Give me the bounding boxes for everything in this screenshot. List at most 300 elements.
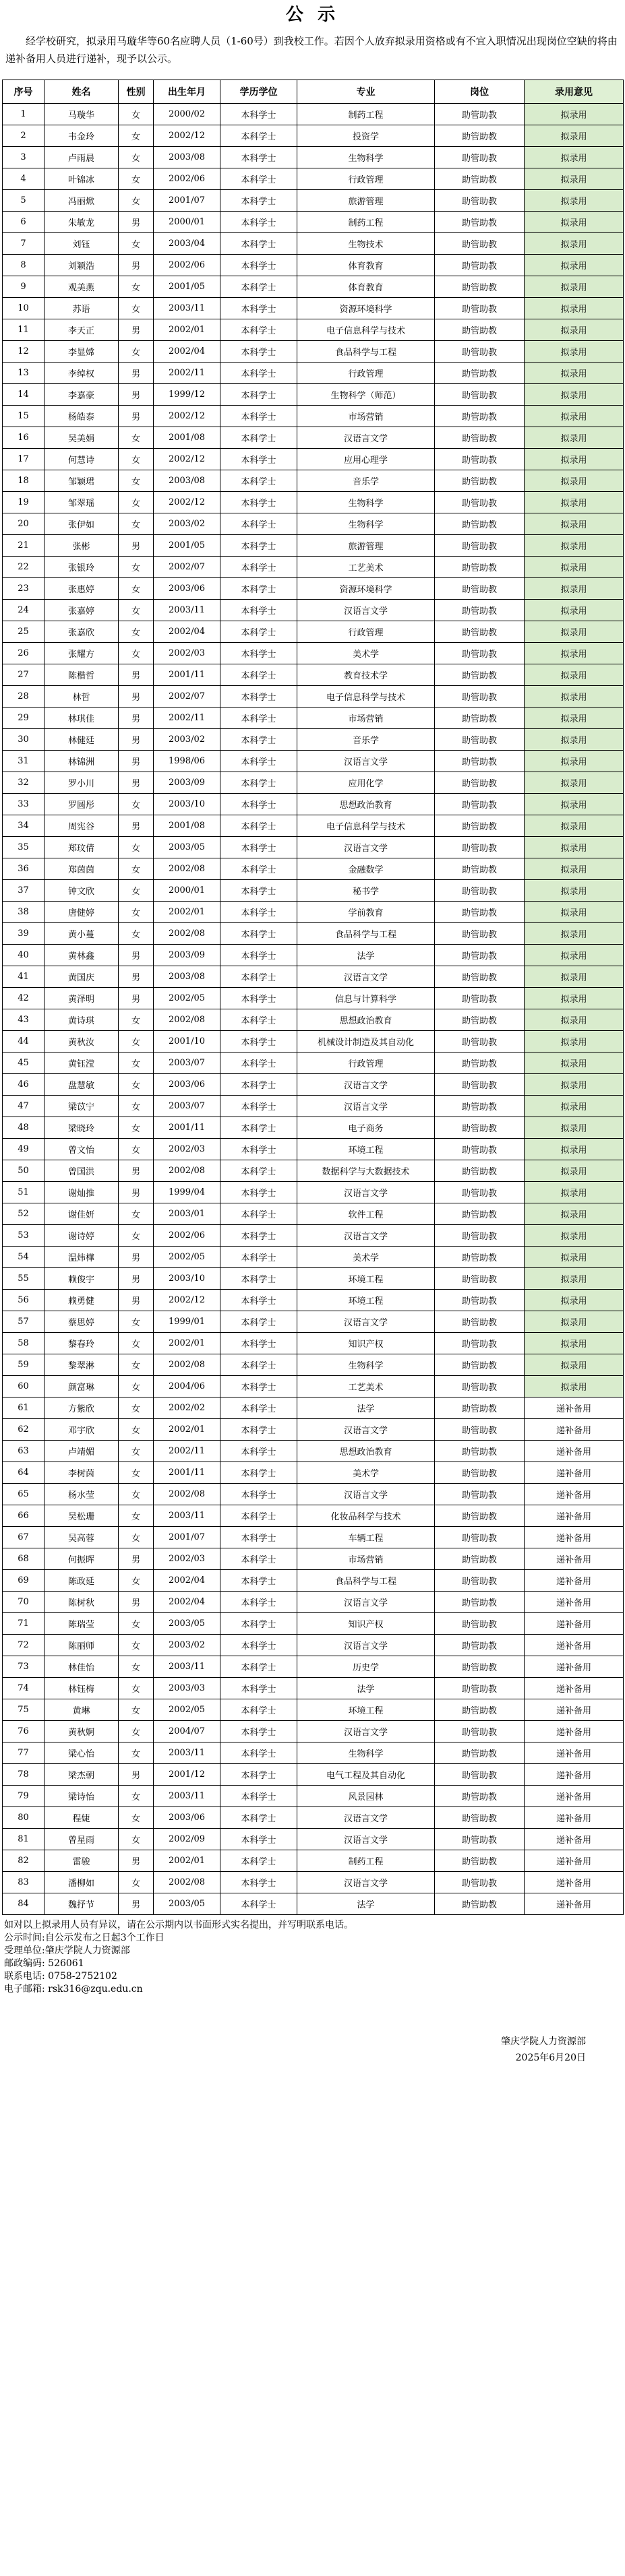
cell-gender: 男 [119, 988, 154, 1009]
cell-opinion: 拟录用 [525, 1117, 624, 1139]
cell-name: 邓宇欣 [44, 1419, 119, 1441]
cell-gender: 男 [119, 363, 154, 384]
cell-degree: 本科学士 [220, 319, 297, 341]
cell-major: 电子信息科学与技术 [297, 319, 435, 341]
cell-position: 助管助教 [435, 1117, 525, 1139]
cell-birth: 2003/09 [154, 945, 220, 966]
cell-gender: 女 [119, 621, 154, 643]
table-row [3, 923, 624, 945]
cell-opinion: 递补备用 [525, 1893, 624, 1915]
cell-degree: 本科学士 [220, 1829, 297, 1850]
cell-name: 雷骏 [44, 1850, 119, 1872]
table-row [3, 1009, 624, 1031]
cell-opinion: 递补备用 [525, 1829, 624, 1850]
cell-name: 罗圆彤 [44, 794, 119, 815]
cell-major: 音乐学 [297, 729, 435, 751]
cell-gender: 女 [119, 341, 154, 363]
cell-degree: 本科学士 [220, 1484, 297, 1505]
cell-opinion: 拟录用 [525, 945, 624, 966]
cell-position: 助管助教 [435, 621, 525, 643]
cell-gender: 女 [119, 492, 154, 513]
cell-degree: 本科学士 [220, 1009, 297, 1031]
cell-major: 音乐学 [297, 470, 435, 492]
cell-opinion: 拟录用 [525, 406, 624, 427]
cell-name: 张银玲 [44, 557, 119, 578]
cell-opinion: 拟录用 [525, 1333, 624, 1354]
cell-major: 知识产权 [297, 1333, 435, 1354]
cell-opinion: 递补备用 [525, 1505, 624, 1527]
cell-position: 助管助教 [435, 1268, 525, 1290]
cell-opinion: 拟录用 [525, 902, 624, 923]
cell-name: 周宪谷 [44, 815, 119, 837]
cell-major: 美术学 [297, 643, 435, 664]
cell-opinion: 递补备用 [525, 1397, 624, 1419]
cell-opinion: 拟录用 [525, 384, 624, 406]
cell-opinion: 递补备用 [525, 1592, 624, 1613]
cell-opinion: 拟录用 [525, 470, 624, 492]
cell-opinion: 递补备用 [525, 1548, 624, 1570]
cell-major: 工艺美术 [297, 557, 435, 578]
cell-opinion: 拟录用 [525, 319, 624, 341]
cell-opinion: 拟录用 [525, 427, 624, 449]
cell-major: 汉语言文学 [297, 751, 435, 772]
cell-degree: 本科学士 [220, 341, 297, 363]
cell-name: 叶锦冰 [44, 168, 119, 190]
cell-index: 13 [3, 363, 44, 384]
cell-gender: 男 [119, 406, 154, 427]
cell-degree: 本科学士 [220, 1139, 297, 1160]
cell-major: 制药工程 [297, 104, 435, 125]
table-row [3, 837, 624, 858]
cell-degree: 本科学士 [220, 212, 297, 233]
cell-opinion: 拟录用 [525, 1247, 624, 1268]
cell-opinion: 拟录用 [525, 1268, 624, 1290]
cell-position: 助管助教 [435, 578, 525, 600]
table-row [3, 1290, 624, 1311]
cell-position: 助管助教 [435, 1484, 525, 1505]
cell-opinion: 拟录用 [525, 708, 624, 729]
cell-major: 车辆工程 [297, 1527, 435, 1548]
cell-birth: 2003/10 [154, 794, 220, 815]
cell-opinion: 拟录用 [525, 988, 624, 1009]
cell-position: 助管助教 [435, 470, 525, 492]
table-row [3, 1699, 624, 1721]
table-row [3, 1354, 624, 1376]
cell-position: 助管助教 [435, 1786, 525, 1807]
cell-birth: 2003/11 [154, 1742, 220, 1764]
cell-name: 郑茵茵 [44, 858, 119, 880]
cell-gender: 女 [119, 1721, 154, 1742]
header-index: 序号 [3, 80, 44, 104]
cell-birth: 2002/11 [154, 708, 220, 729]
cell-position: 助管助教 [435, 1139, 525, 1160]
cell-opinion: 拟录用 [525, 1311, 624, 1333]
cell-gender: 女 [119, 104, 154, 125]
cell-opinion: 拟录用 [525, 664, 624, 686]
cell-degree: 本科学士 [220, 168, 297, 190]
cell-index: 65 [3, 1484, 44, 1505]
cell-position: 助管助教 [435, 1613, 525, 1635]
cell-name: 梁心怡 [44, 1742, 119, 1764]
notice-intro: 经学校研究，拟录用马璇华等60名应聘人员（1-60号）到我校工作。若因个人放弃拟录用资格或有不宜入职情况出现岗位空缺的将由递补备用人员进行递补，现予以公示。 [5, 35, 618, 65]
cell-degree: 本科学士 [220, 147, 297, 168]
table-row [3, 449, 624, 470]
cell-index: 28 [3, 686, 44, 708]
cell-major: 风景园林 [297, 1786, 435, 1807]
cell-name: 程婕 [44, 1807, 119, 1829]
cell-degree: 本科学士 [220, 384, 297, 406]
cell-degree: 本科学士 [220, 708, 297, 729]
table-row [3, 966, 624, 988]
cell-index: 21 [3, 535, 44, 557]
cell-major: 汉语言文学 [297, 600, 435, 621]
cell-gender: 女 [119, 837, 154, 858]
cell-degree: 本科学士 [220, 1699, 297, 1721]
cell-position: 助管助教 [435, 643, 525, 664]
table-row [3, 1225, 624, 1247]
cell-index: 74 [3, 1678, 44, 1699]
cell-degree: 本科学士 [220, 427, 297, 449]
cell-gender: 女 [119, 125, 154, 147]
table-row [3, 363, 624, 384]
cell-name: 黎翠淋 [44, 1354, 119, 1376]
cell-gender: 女 [119, 643, 154, 664]
cell-opinion: 拟录用 [525, 1053, 624, 1074]
cell-major: 生物技术 [297, 233, 435, 255]
table-row [3, 1074, 624, 1096]
cell-index: 29 [3, 708, 44, 729]
cell-gender: 男 [119, 815, 154, 837]
table-row [3, 1527, 624, 1548]
cell-gender: 女 [119, 858, 154, 880]
cell-major: 数据科学与大数据技术 [297, 1160, 435, 1182]
cell-major: 行政管理 [297, 363, 435, 384]
cell-gender: 男 [119, 664, 154, 686]
cell-opinion: 拟录用 [525, 513, 624, 535]
cell-index: 26 [3, 643, 44, 664]
cell-gender: 女 [119, 1225, 154, 1247]
cell-opinion: 拟录用 [525, 492, 624, 513]
cell-opinion: 拟录用 [525, 104, 624, 125]
cell-position: 助管助教 [435, 966, 525, 988]
cell-name: 陈瑞莹 [44, 1613, 119, 1635]
table-row [3, 233, 624, 255]
cell-birth: 2003/06 [154, 578, 220, 600]
cell-position: 助管助教 [435, 255, 525, 276]
cell-opinion: 拟录用 [525, 643, 624, 664]
table-row [3, 125, 624, 147]
cell-name: 刘钰 [44, 233, 119, 255]
table-row [3, 794, 624, 815]
cell-birth: 1999/12 [154, 384, 220, 406]
cell-name: 卢靖媚 [44, 1441, 119, 1462]
cell-birth: 2002/12 [154, 492, 220, 513]
cell-birth: 2003/01 [154, 1203, 220, 1225]
cell-name: 黄琳 [44, 1699, 119, 1721]
cell-opinion: 拟录用 [525, 535, 624, 557]
cell-opinion: 递补备用 [525, 1764, 624, 1786]
cell-position: 助管助教 [435, 233, 525, 255]
cell-major: 汉语言文学 [297, 1096, 435, 1117]
table-row [3, 341, 624, 363]
cell-opinion: 拟录用 [525, 1160, 624, 1182]
cell-position: 助管助教 [435, 384, 525, 406]
cell-name: 张耀方 [44, 643, 119, 664]
cell-birth: 2002/05 [154, 988, 220, 1009]
cell-gender: 女 [119, 1333, 154, 1354]
cell-name: 温炜樺 [44, 1247, 119, 1268]
cell-gender: 女 [119, 1139, 154, 1160]
cell-birth: 2002/06 [154, 1225, 220, 1247]
cell-birth: 2003/02 [154, 729, 220, 751]
cell-degree: 本科学士 [220, 902, 297, 923]
cell-gender: 男 [119, 535, 154, 557]
cell-major: 生物科学（师范） [297, 384, 435, 406]
table-row [3, 729, 624, 751]
table-row [3, 1786, 624, 1807]
table-row [3, 1182, 624, 1203]
cell-gender: 男 [119, 751, 154, 772]
cell-gender: 女 [119, 1699, 154, 1721]
cell-index: 1 [3, 104, 44, 125]
cell-birth: 2002/01 [154, 1850, 220, 1872]
table-row [3, 427, 624, 449]
cell-position: 助管助教 [435, 1203, 525, 1225]
note-postcode: 邮政编码: 526061 [4, 1958, 84, 1969]
cell-degree: 本科学士 [220, 1786, 297, 1807]
table-row [3, 1613, 624, 1635]
cell-index: 75 [3, 1699, 44, 1721]
header-major: 专业 [297, 80, 435, 104]
cell-index: 41 [3, 966, 44, 988]
cell-position: 助管助教 [435, 406, 525, 427]
cell-index: 30 [3, 729, 44, 751]
table-row [3, 578, 624, 600]
cell-opinion: 拟录用 [525, 1225, 624, 1247]
cell-name: 杨皓泰 [44, 406, 119, 427]
cell-gender: 男 [119, 1247, 154, 1268]
cell-name: 曾国洪 [44, 1160, 119, 1182]
cell-gender: 女 [119, 1678, 154, 1699]
cell-birth: 2002/06 [154, 168, 220, 190]
cell-name: 黄小蔓 [44, 923, 119, 945]
cell-major: 行政管理 [297, 168, 435, 190]
table-row [3, 535, 624, 557]
cell-position: 助管助教 [435, 1247, 525, 1268]
cell-name: 林哲 [44, 686, 119, 708]
cell-name: 李显嫦 [44, 341, 119, 363]
cell-index: 55 [3, 1268, 44, 1290]
cell-gender: 女 [119, 923, 154, 945]
cell-name: 黄钰滢 [44, 1053, 119, 1074]
cell-opinion: 拟录用 [525, 923, 624, 945]
cell-position: 助管助教 [435, 1031, 525, 1053]
cell-degree: 本科学士 [220, 1419, 297, 1441]
cell-major: 秘书学 [297, 880, 435, 902]
cell-position: 助管助教 [435, 1893, 525, 1915]
signature-block [0, 2034, 586, 2066]
cell-degree: 本科学士 [220, 794, 297, 815]
cell-major: 法学 [297, 945, 435, 966]
table-row [3, 1441, 624, 1462]
cell-index: 27 [3, 664, 44, 686]
cell-birth: 2003/05 [154, 837, 220, 858]
cell-degree: 本科学士 [220, 923, 297, 945]
cell-opinion: 拟录用 [525, 557, 624, 578]
cell-degree: 本科学士 [220, 1074, 297, 1096]
cell-birth: 2003/08 [154, 147, 220, 168]
cell-birth: 2003/11 [154, 600, 220, 621]
cell-degree: 本科学士 [220, 664, 297, 686]
cell-degree: 本科学士 [220, 1764, 297, 1786]
cell-birth: 2001/11 [154, 1117, 220, 1139]
cell-index: 47 [3, 1096, 44, 1117]
cell-major: 汉语言文学 [297, 1872, 435, 1893]
cell-opinion: 拟录用 [525, 1031, 624, 1053]
table-row [3, 902, 624, 923]
cell-degree: 本科学士 [220, 255, 297, 276]
cell-position: 助管助教 [435, 1635, 525, 1656]
cell-degree: 本科学士 [220, 535, 297, 557]
cell-major: 市场营销 [297, 1548, 435, 1570]
cell-name: 黄泽明 [44, 988, 119, 1009]
cell-major: 汉语言文学 [297, 966, 435, 988]
cell-birth: 2004/06 [154, 1376, 220, 1397]
note-objection: 如对以上拟录用人员有异议，请在公示期内以书面形式实名提出，并写明联系电话。 [4, 1920, 353, 1930]
cell-name: 谢佳妍 [44, 1203, 119, 1225]
cell-birth: 2003/07 [154, 1096, 220, 1117]
cell-name: 李天正 [44, 319, 119, 341]
cell-birth: 2002/09 [154, 1829, 220, 1850]
cell-gender: 女 [119, 902, 154, 923]
cell-gender: 女 [119, 1441, 154, 1462]
cell-position: 助管助教 [435, 1462, 525, 1484]
cell-index: 18 [3, 470, 44, 492]
cell-index: 32 [3, 772, 44, 794]
cell-position: 助管助教 [435, 858, 525, 880]
cell-name: 朱敏龙 [44, 212, 119, 233]
cell-opinion: 拟录用 [525, 449, 624, 470]
cell-position: 助管助教 [435, 729, 525, 751]
cell-gender: 女 [119, 1311, 154, 1333]
cell-position: 助管助教 [435, 1354, 525, 1376]
cell-position: 助管助教 [435, 168, 525, 190]
cell-birth: 2003/11 [154, 1505, 220, 1527]
cell-index: 3 [3, 147, 44, 168]
cell-gender: 女 [119, 1203, 154, 1225]
cell-index: 72 [3, 1635, 44, 1656]
cell-major: 市场营销 [297, 708, 435, 729]
note-email: 电子邮箱: rsk316@zqu.edu.cn [4, 1984, 143, 1994]
cell-position: 助管助教 [435, 815, 525, 837]
cell-opinion: 拟录用 [525, 1139, 624, 1160]
cell-gender: 女 [119, 794, 154, 815]
cell-major: 汉语言文学 [297, 1829, 435, 1850]
table-row [3, 1505, 624, 1527]
cell-opinion: 拟录用 [525, 772, 624, 794]
cell-major: 电气工程及其自动化 [297, 1764, 435, 1786]
cell-name: 陈丽师 [44, 1635, 119, 1656]
table-row [3, 1376, 624, 1397]
cell-gender: 女 [119, 557, 154, 578]
cell-name: 黎春玲 [44, 1333, 119, 1354]
cell-position: 助管助教 [435, 1721, 525, 1742]
cell-degree: 本科学士 [220, 1807, 297, 1829]
cell-gender: 女 [119, 1527, 154, 1548]
cell-position: 助管助教 [435, 1074, 525, 1096]
cell-index: 22 [3, 557, 44, 578]
cell-birth: 2003/07 [154, 1053, 220, 1074]
cell-degree: 本科学士 [220, 578, 297, 600]
cell-name: 方紫欣 [44, 1397, 119, 1419]
cell-name: 韦金玲 [44, 125, 119, 147]
cell-gender: 女 [119, 1872, 154, 1893]
cell-gender: 男 [119, 1592, 154, 1613]
cell-index: 2 [3, 125, 44, 147]
cell-opinion: 拟录用 [525, 858, 624, 880]
cell-gender: 女 [119, 1613, 154, 1635]
table-row [3, 104, 624, 125]
cell-index: 68 [3, 1548, 44, 1570]
cell-index: 35 [3, 837, 44, 858]
header-degree: 学历学位 [220, 80, 297, 104]
cell-index: 25 [3, 621, 44, 643]
cell-opinion: 递补备用 [525, 1635, 624, 1656]
cell-gender: 女 [119, 168, 154, 190]
cell-birth: 2003/10 [154, 1268, 220, 1290]
cell-gender: 女 [119, 1419, 154, 1441]
table-row [3, 988, 624, 1009]
cell-birth: 2004/07 [154, 1721, 220, 1742]
cell-opinion: 拟录用 [525, 298, 624, 319]
table-row [3, 406, 624, 427]
table-row [3, 1764, 624, 1786]
cell-position: 助管助教 [435, 1225, 525, 1247]
cell-name: 吴美娟 [44, 427, 119, 449]
table-row [3, 255, 624, 276]
cell-birth: 2003/11 [154, 1786, 220, 1807]
cell-position: 助管助教 [435, 1699, 525, 1721]
cell-index: 79 [3, 1786, 44, 1807]
cell-position: 助管助教 [435, 1376, 525, 1397]
table-row [3, 1570, 624, 1592]
cell-degree: 本科学士 [220, 1311, 297, 1333]
cell-gender: 女 [119, 1807, 154, 1829]
cell-index: 42 [3, 988, 44, 1009]
cell-name: 梁诗怡 [44, 1786, 119, 1807]
cell-opinion: 递补备用 [525, 1656, 624, 1678]
cell-gender: 男 [119, 212, 154, 233]
cell-gender: 女 [119, 1096, 154, 1117]
cell-major: 市场营销 [297, 406, 435, 427]
cell-birth: 2003/08 [154, 470, 220, 492]
cell-name: 邹颖珺 [44, 470, 119, 492]
cell-index: 53 [3, 1225, 44, 1247]
cell-birth: 2003/05 [154, 1893, 220, 1915]
cell-position: 助管助教 [435, 1850, 525, 1872]
cell-position: 助管助教 [435, 794, 525, 815]
cell-major: 法学 [297, 1893, 435, 1915]
cell-gender: 女 [119, 147, 154, 168]
cell-degree: 本科学士 [220, 1053, 297, 1074]
cell-index: 6 [3, 212, 44, 233]
cell-gender: 女 [119, 1376, 154, 1397]
cell-opinion: 拟录用 [525, 125, 624, 147]
cell-degree: 本科学士 [220, 600, 297, 621]
cell-major: 汉语言文学 [297, 427, 435, 449]
cell-name: 赖俊宇 [44, 1268, 119, 1290]
cell-major: 化妆品科学与技术 [297, 1505, 435, 1527]
